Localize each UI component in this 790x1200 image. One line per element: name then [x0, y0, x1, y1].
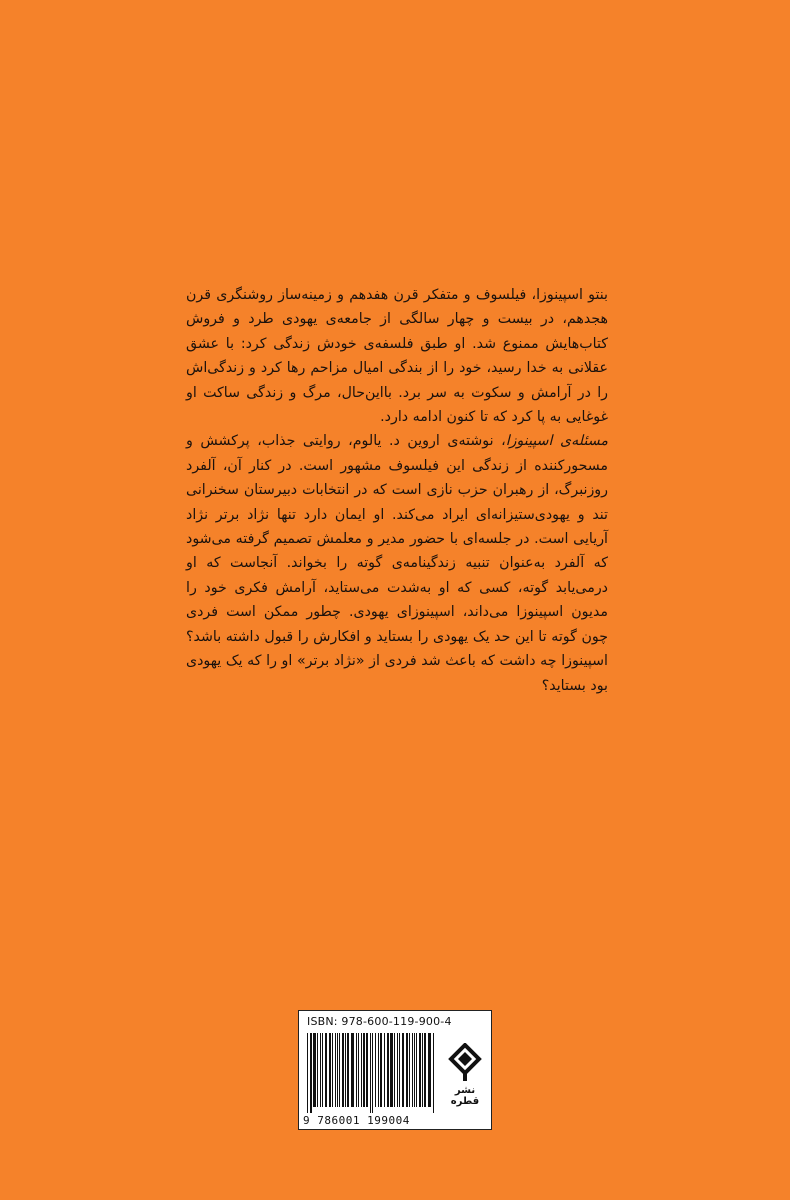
barcode-bar: [307, 1033, 308, 1113]
barcode-bar: [390, 1033, 393, 1107]
barcode-bar: [387, 1033, 389, 1107]
barcode-bar: [363, 1033, 365, 1107]
barcode-bar: [428, 1033, 431, 1107]
barcode-bar: [409, 1033, 410, 1107]
barcode-bar: [380, 1033, 382, 1107]
barcode-bar: [337, 1033, 338, 1107]
barcode-box: [298, 1010, 492, 1130]
barcode-bar: [416, 1033, 417, 1107]
barcode-bar: [370, 1033, 371, 1113]
barcode-bar: [322, 1033, 323, 1107]
barcode-bar: [325, 1033, 327, 1107]
barcode-bar: [384, 1033, 385, 1107]
barcode-bar: [356, 1033, 357, 1107]
publisher-logo: [445, 1043, 485, 1107]
blurb-paragraph-1: بنتو اسپینوزا، فیلسوف و متفکر قرن هفدهم و زمینه‌ساز روشنگری قرن هجدهم، در بیست و چهار سالگی از جامعه‌ی یهودی طرد و فروش کتاب‌هایش ممنوع شد. او طبق فلسفه‌ی خودش زندگی کرد: با عشق عقلانی به خدا رسید، خود را از بندگی امیال مزاحم رها کرد و زندگی‌اش را در آرامش و سکوت به سر برد. با‌این‌حال، مرگ و زندگی ساکت او غوغایی به پا کرد که تا کنون ادامه دارد.: [186, 287, 608, 426]
publisher-name: نشر قطره: [450, 1085, 480, 1107]
droplet-knot-logo-icon: [448, 1043, 482, 1083]
barcode-bar: [351, 1033, 354, 1107]
barcode-bar: [339, 1033, 340, 1107]
barcode-bar: [372, 1033, 373, 1113]
barcode-bar: [310, 1033, 312, 1113]
barcode-bar: [406, 1033, 408, 1107]
barcode-bar: [342, 1033, 344, 1107]
blurb-paragraph-2-text: ، نوشته‌ی اروین د. یالوم، روایتی جذاب، پرکشش و مسحورکننده از زندگی این فیلسوف مشهور است. در کنار آن، آلفرد روزنبرگ، از رهبران حزب نازی است که در انتخابات دبیرستان سخنرانی تند و یهودی‌ستیزانه‌ای ایراد می‌کند. او ایمان دارد تنها نژاد برتر نژاد آریایی است. در جلسه‌ای با حضور مدیر و معلمش تصمیم گرفته می‌شود که آلفرد به‌عنوان تنبیه زندگینامه‌ی گوته را بخواند. آنجاست که او درمی‌یابد گوته، کسی که او به‌شدت می‌ستاید، آرامش فکری خود را مدیون اسپینوزا می‌داند، اسپینوزای یهودی. چطور ممکن است فردی چون گوته تا این حد یک یهودی را بستاید و افکارش را قبول داشته باشد؟ اسپینوزا چه داشت که باعث شد فردی از «نژاد برتر» او را که یک یهودی بود بستاید؟: [186, 433, 608, 694]
barcode-bar: [402, 1033, 404, 1107]
barcode-bar: [335, 1033, 336, 1107]
barcode-bar: [345, 1033, 346, 1107]
barcode-bar: [332, 1033, 333, 1107]
barcode-bar: [320, 1033, 321, 1107]
barcode-bar: [412, 1033, 413, 1107]
barcode-bar: [419, 1033, 421, 1107]
barcode-bar: [378, 1033, 379, 1107]
back-cover-blurb: [186, 283, 608, 698]
isbn-label: ISBN: 978-600-119-900-4: [307, 1015, 452, 1028]
barcode-digits: 9 786001 199004: [303, 1114, 410, 1127]
barcode-bar: [414, 1033, 415, 1107]
barcode-bar: [313, 1033, 316, 1107]
barcode-bar: [399, 1033, 400, 1107]
barcode-bar: [433, 1033, 434, 1113]
barcode-bar: [358, 1033, 359, 1107]
blurb-paragraph-2: [186, 429, 608, 697]
barcode-bar: [361, 1033, 362, 1107]
barcode-bar: [422, 1033, 423, 1107]
barcode-bar: [375, 1033, 376, 1107]
barcode-bar: [317, 1033, 318, 1107]
barcode-bar: [424, 1033, 426, 1107]
book-title-inline: مسئله‌ی اسپینوزا: [505, 433, 608, 450]
barcode-icon: [305, 1033, 439, 1113]
barcode-bar: [366, 1033, 368, 1107]
barcode-bar: [397, 1033, 398, 1107]
barcode-bar: [329, 1033, 331, 1107]
barcode-bar: [394, 1033, 395, 1107]
barcode-bar: [347, 1033, 349, 1107]
